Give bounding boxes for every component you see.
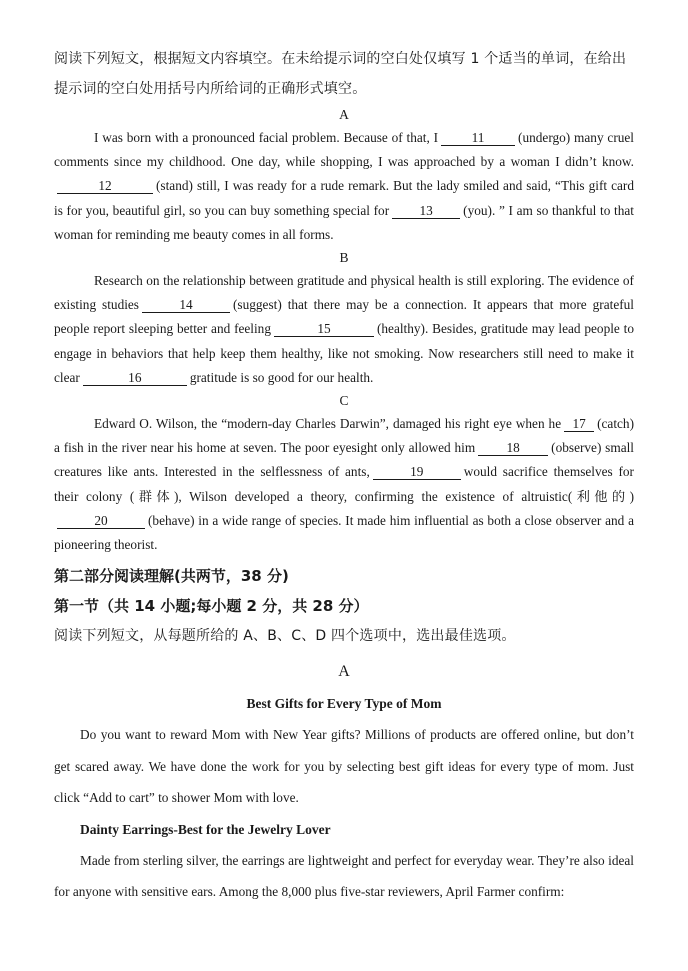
blank-12[interactable]: 12 <box>57 178 153 194</box>
blank-20[interactable]: 20 <box>57 513 145 529</box>
part2-heading: 第二部分阅读理解(共两节，38 分) <box>54 567 289 586</box>
passage-b-letter: B <box>339 250 349 266</box>
earrings-subheading: Dainty Earrings-Best for the Jewelry Lover <box>80 821 331 837</box>
passage-title: Best Gifts for Every Type of Mom <box>246 696 442 712</box>
blank-19[interactable]: 19 <box>373 464 461 480</box>
reading-paragraph-2: Made from sterling silver, the earrings are lightweight and perfect for everyday wear. They’re also ideal for anyone with sensitive ears. Among the 8,000 plus five-star reviewers, April Farmer confirm: <box>54 852 634 900</box>
blank-13[interactable]: 13 <box>392 203 460 219</box>
blank-16[interactable]: 16 <box>83 370 187 386</box>
reading-instructions: 阅读下列短文，从每题所给的 A、B、C、D 四个选项中，选出最佳选项。 <box>54 628 516 645</box>
passage-c-text: Edward O. Wilson, the “modern-day Charles Darwin”, damaged his right eye when he 17 (catch) a fish in the river near his home at seven. The poor eyesight only allowed him 18 (observe) small creatures like ants. Interested in the selflessness of ants, 19 would sacrifice themselves for their colony (群体), Wilson developed a theory, confirming the existence of altruistic(利他的)20 (behave) in a wide range of species. It made him influential as both a close observer and a pioneering theorist. <box>54 416 634 553</box>
passage-a-letter: A <box>339 107 349 122</box>
blank-15[interactable]: 15 <box>274 321 374 337</box>
section1-heading: 第一节（共 14 小题;每小题 2 分，共 28 分） <box>54 597 369 616</box>
reading-paragraph-1: Do you want to reward Mom with New Year gifts? Millions of products are offered online, but don’t get scared away. We have done the work for you by selecting best gift ideas for every type of mom. Just click “Add to cart” to shower Mom with love. <box>54 727 634 806</box>
blank-11[interactable]: 11 <box>441 130 515 146</box>
cloze-instructions: 阅读下列短文，根据短文内容填空。在未给提示词的空白处仅填写 1 个适当的单词，在给出提示词的空白处用括号内所给词的正确形式填空。 <box>54 51 627 97</box>
passage-b-text: Research on the relationship between gratitude and physical health is still exploring. The evidence of existing studies 14 (suggest) that there may be a connection. It appears that more grateful people report sleeping better and feeling 15 (healthy). Besides, gratitude may lead people to engage in behaviors that help keep them healthy, like not smoking. Now researchers still need to make it clear 16 gratitude is so good for our health. <box>54 273 634 385</box>
passage-c-letter: C <box>339 393 349 409</box>
blank-17[interactable]: 17 <box>564 416 594 432</box>
passage-a-text: I was born with a pronounced facial problem. Because of that, I 11 (undergo) many cruel comments since my childhood. One day, while shopping, I was approached by a woman I didn’t know.12 (stand) still, I was ready for a rude remark. But the lady smiled and said, “This gift card is for you, beautiful girl, so you can buy something special for 13 (you). ” I am so thankful to that woman for reminding me beauty comes in all forms. <box>54 130 634 242</box>
reading-passage-letter: A <box>338 663 350 681</box>
blank-14[interactable]: 14 <box>142 297 230 313</box>
blank-18[interactable]: 18 <box>478 440 548 456</box>
